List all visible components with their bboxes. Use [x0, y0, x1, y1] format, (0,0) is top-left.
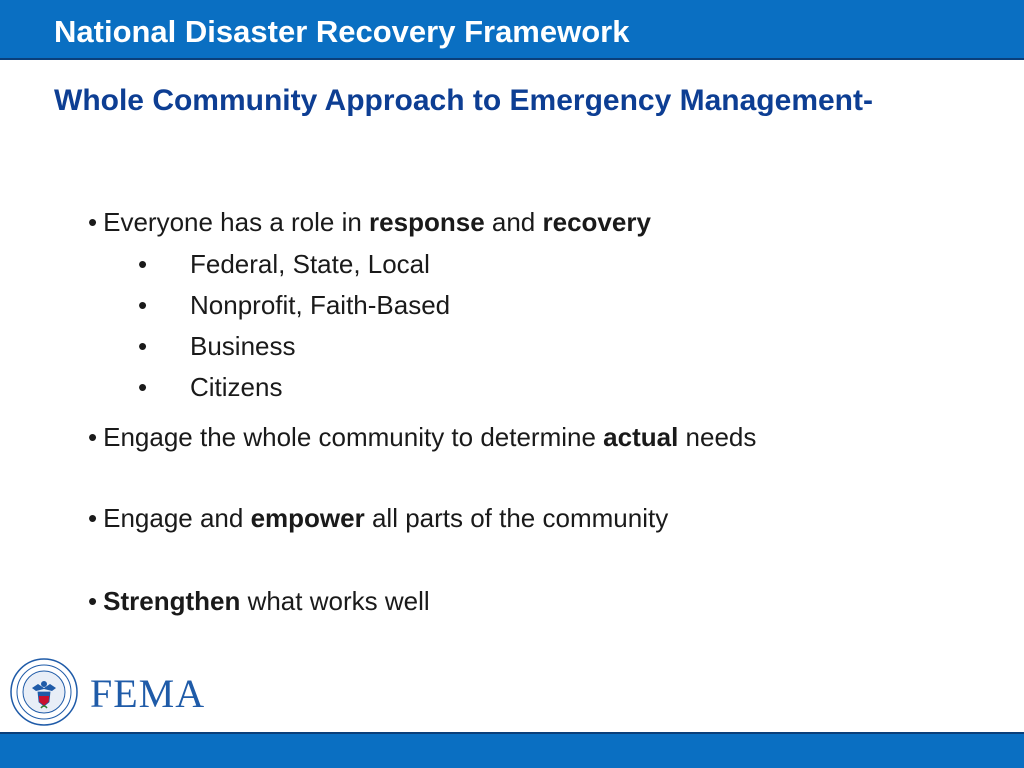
bullet-roles: • Everyone has a role in response and recovery — [88, 207, 651, 237]
sub-bullet-citizens: • Citizens — [138, 372, 283, 402]
footer-bar — [0, 732, 1024, 768]
sub-bullet-nonprofit: • Nonprofit, Faith-Based — [138, 290, 451, 320]
slide-subtitle: Whole Community Approach to Emergency Management- — [54, 84, 873, 117]
bullet-strengthen: • Strengthen what works well — [88, 586, 430, 616]
header-bar — [0, 0, 1024, 60]
slide-title: National Disaster Recovery Framework — [54, 14, 630, 49]
dhs-seal-icon — [10, 658, 78, 726]
sub-bullet-government: • Federal, State, Local — [138, 249, 430, 279]
sub-bullet-business: • Business — [138, 331, 296, 361]
bullet-empower: • Engage and empower all parts of the community — [88, 503, 669, 533]
bullet-dot: • — [88, 207, 98, 237]
fema-logo: FEMA — [90, 671, 206, 716]
bullet-needs: • Engage the whole community to determine actual needs — [88, 422, 757, 452]
